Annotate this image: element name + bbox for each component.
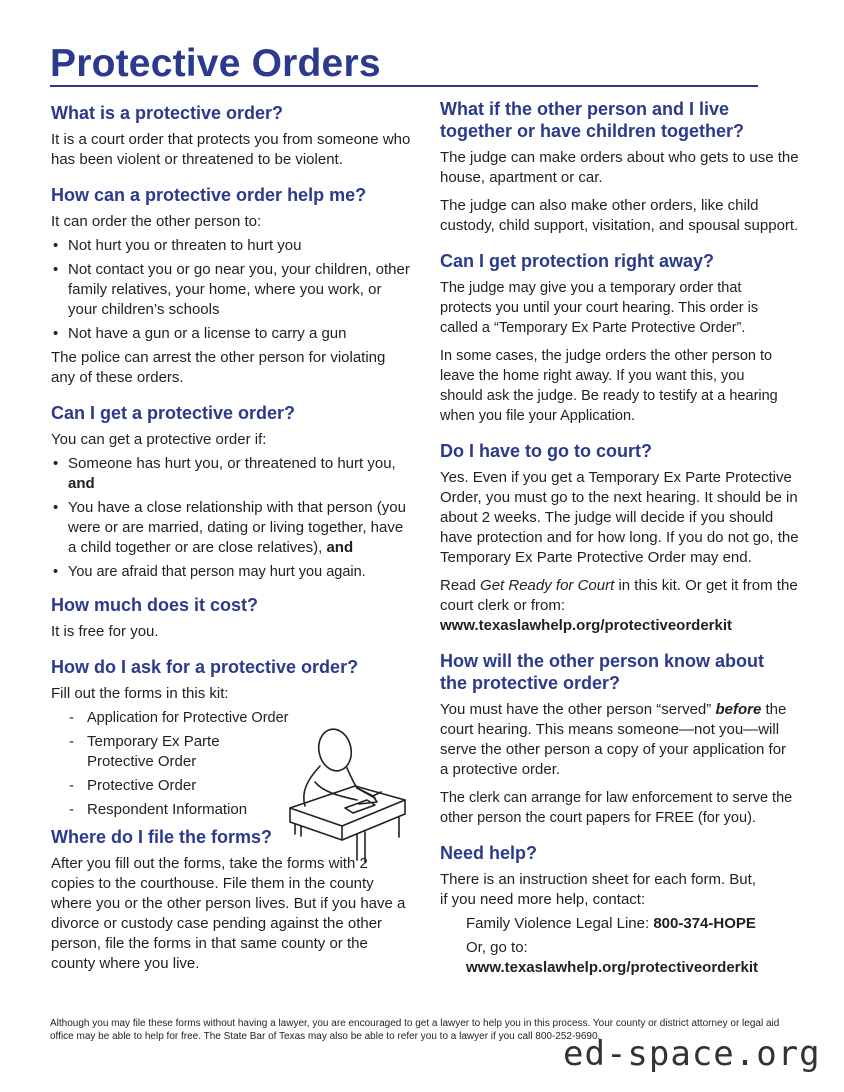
section-know: [440, 650, 815, 828]
hotline-number[interactable]: 800-374-HOPE: [653, 915, 756, 932]
text-ask-intro: Fill out the forms in this kit:: [51, 685, 229, 702]
text-court-read: Read Get Ready for Court in this kit. Or get it from the court clerk or from:: [440, 577, 798, 614]
heading-can-get: Can I get a protective order?: [51, 403, 296, 423]
list-item: - Protective Order: [67, 776, 411, 796]
list-item: • You have a close relationship with that person (you were or are married, dating or living together, have a child together or are close relatives), and: [51, 498, 411, 558]
section-court: [440, 440, 815, 636]
watermark: ed-space.org: [563, 1034, 821, 1074]
heading-file: Where do I file the forms?: [51, 827, 273, 847]
text-know-2: The clerk can arrange for law enforcement to serve the other person the court papers for FREE (for you).: [440, 790, 793, 826]
heading-what-is: What is a protective order?: [51, 103, 284, 123]
text-help-outro: The police can arrest the other person for violating any of these orders.: [51, 349, 386, 386]
list-item: - Application for Protective Order: [67, 708, 411, 728]
eligibility-list: [51, 454, 411, 582]
get-ready-title: Get Ready for Court: [480, 577, 615, 594]
section-help-me: [51, 184, 411, 388]
heading-know: How will the other person know about the protective order?: [440, 651, 765, 693]
heading-need-help: Need help?: [440, 843, 538, 863]
section-need-help: [440, 842, 815, 978]
text-live-together-2: The judge can also make other orders, like child custody, child support, visitation, and spousal support.: [440, 197, 799, 234]
heading-right-away: Can I get protection right away?: [440, 251, 715, 271]
heading-cost: How much does it cost?: [51, 595, 259, 615]
heading-court: Do I have to go to court?: [440, 441, 652, 461]
list-item: • Someone has hurt you, or threatened to hurt you, and: [51, 454, 411, 494]
text-know-1: You must have the other person “served” before the court hearing. This means someone—not you—will serve the other person a copy of your application for a protective order.: [440, 701, 787, 778]
text-can-get-intro: You can get a protective order if:: [51, 431, 267, 448]
text-help-intro: It can order the other person to:: [51, 213, 262, 230]
text-what-is: It is a court order that protects you from someone who has been violent or threatened to be violent.: [51, 131, 411, 168]
help-link[interactable]: www.texaslawhelp.org/protectiveorderkit: [466, 959, 759, 976]
list-item: • You are afraid that person may hurt you again.: [51, 562, 411, 582]
right-column: [440, 98, 815, 986]
text-right-away-1: The judge may give you a temporary order that protects you until your court hearing. This order is called a “Temporary Ex Parte Protective Order”.: [440, 280, 759, 336]
legal-line: Family Violence Legal Line: 800-374-HOPE: [466, 915, 756, 932]
text-court-1: Yes. Even if you get a Temporary Ex Parte Protective Order, you must go to the next hearing. It should be in about 2 weeks. The judge will decide if you should have protection and for how long. If you do not go, the Temporary Ex Parte Protective Order may end.: [440, 469, 799, 566]
list-item: • Not have a gun or a license to carry a gun: [51, 324, 411, 344]
help-list: [51, 236, 411, 344]
list-item: - Respondent Information: [67, 800, 411, 820]
court-link[interactable]: www.texaslawhelp.org/protectiveorderkit: [440, 617, 733, 634]
page-title: Protective Orders: [50, 42, 381, 85]
text-cost: It is free for you.: [51, 623, 159, 640]
section-right-away: [440, 250, 815, 426]
text-file: After you fill out the forms, take the forms with 2 copies to the courthouse. File them in the county where you or the other person lives. But if you have a divorce or custody case pending against the other person, file the forms in that same county or the county where you live.: [51, 855, 406, 972]
heading-help-me: How can a protective order help me?: [51, 185, 367, 205]
footer-disclaimer: Although you may file these forms without having a lawyer, you are encouraged to get a lawyer to help you in this process. Your county or district attorney or legal aid office may be able to help for free. The State Bar of Texas may also be able to refer you to a lawyer if you call 800-252-9690.: [50, 1018, 780, 1042]
text-need-help: There is an instruction sheet for each form. But, if you need more help, contact:: [440, 871, 756, 908]
heading-ask: How do I ask for a protective order?: [51, 657, 359, 677]
text-or-go-to: Or, go to:: [466, 939, 528, 956]
section-can-get: [51, 402, 411, 594]
list-item: • Not contact you or go near you, your children, other family relatives, your home, where you work, or your children’s schools: [51, 260, 411, 320]
title-divider: [50, 85, 758, 87]
section-cost: [51, 594, 411, 642]
person-writing-illustration: [287, 722, 407, 872]
list-item: • Not hurt you or threaten to hurt you: [51, 236, 411, 256]
text-live-together-1: The judge can make orders about who gets to use the house, apartment or car.: [440, 149, 799, 186]
text-right-away-2: In some cases, the judge orders the other person to leave the home right away. If you want this, you should ask the judge. Be ready to testify at a hearing when you file your Application.: [440, 348, 778, 424]
list-item: - Temporary Ex Parte Protective Order: [67, 732, 232, 772]
heading-live-together: What if the other person and I live together or have children together?: [440, 99, 745, 141]
before-emphasis: before: [715, 701, 762, 718]
section-live-together: [440, 98, 815, 236]
section-what-is: [51, 102, 411, 170]
